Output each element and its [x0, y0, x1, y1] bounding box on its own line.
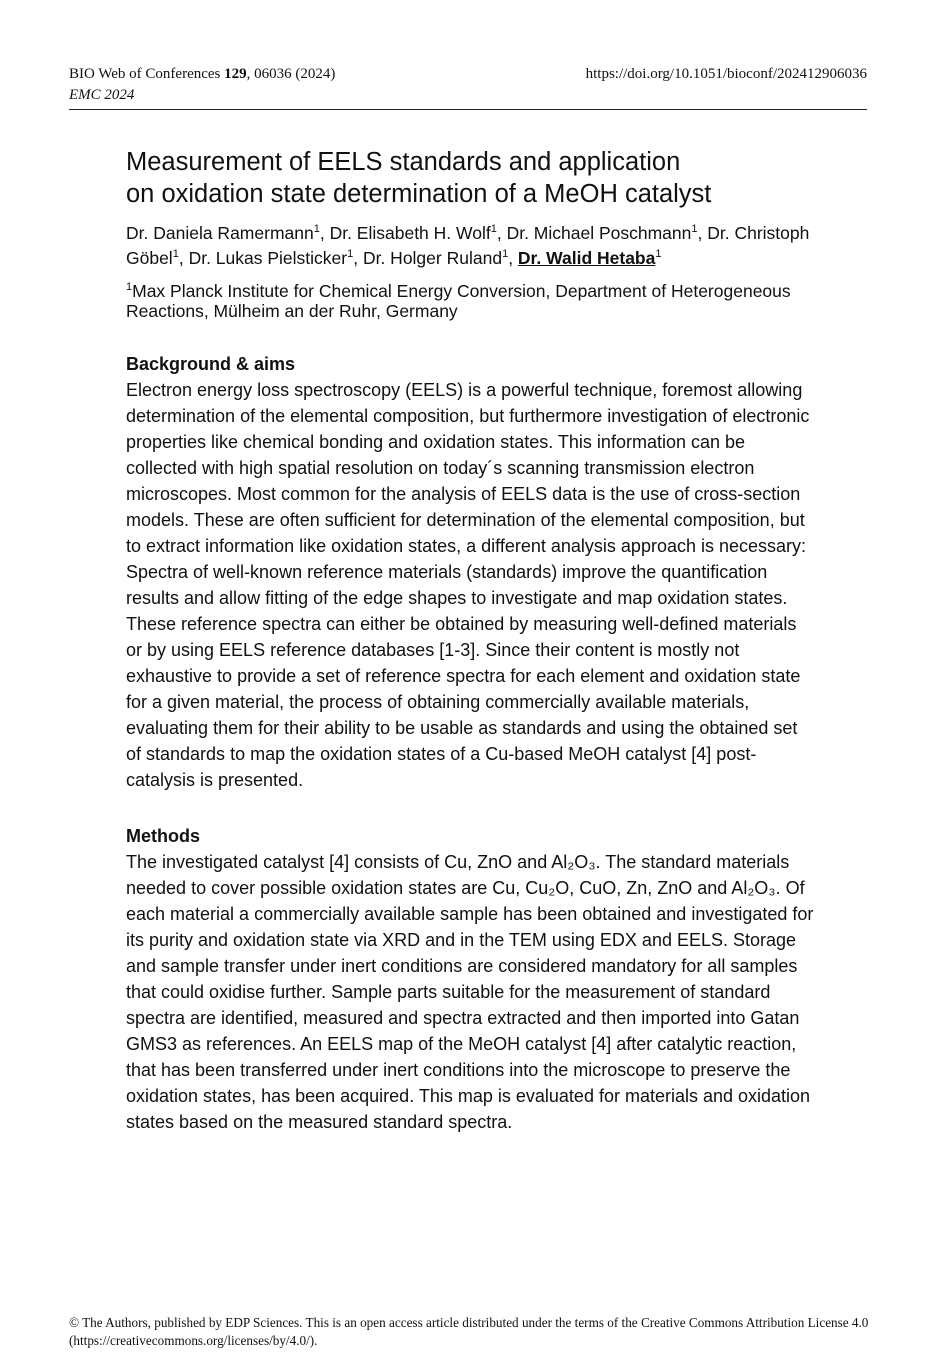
author-list	[126, 221, 816, 271]
title-line-1: Measurement of EELS standards and application	[126, 148, 681, 176]
affiliation-mark: 1	[126, 281, 133, 293]
author: Dr. Elisabeth H. Wolf$^1$,	[329, 223, 507, 243]
journal-name: BIO Web of Conferences	[69, 66, 221, 82]
article-body	[126, 146, 816, 1135]
affiliation	[126, 281, 816, 321]
author: Dr. Daniela Ramermann$^1$,	[126, 223, 330, 243]
page-header	[69, 64, 867, 110]
methods-heading: Methods	[126, 826, 200, 846]
author: Dr. Lukas Pielsticker$^1$,	[188, 248, 363, 268]
doi-link[interactable]: https://doi.org/10.1051/bioconf/202412906036	[585, 66, 867, 82]
title-line-2: on oxidation state determination of a MeOH catalyst	[126, 180, 712, 208]
presenting-author: Dr. Walid Hetaba$^1$	[517, 248, 662, 268]
author: Dr. Christoph Göbel$^1$,	[126, 223, 810, 268]
conference-name: EMC 2024	[69, 87, 135, 103]
methods-paragraph: The investigated catalyst [4] consists of Cu, ZnO and Al₂O₃. The standard materials needed to cover possible oxidation states are Cu, Cu₂O, CuO, Zn, ZnO and Al₂O₃. Of each material a commercially available sample has been obtained and investigated for its purity and oxidation state via XRD and in the TEM using EDX and EELS. Storage and sample transfer under inert conditions are considered mandatory for all samples that could oxidise further. Sample parts suitable for the measurement of standard spectra are identified, measured and spectra extracted and then imported into Gatan GMS3 as references. An EELS map of the MeOH catalyst [4] after catalytic reaction, that has been transferred under inert conditions into the microscope to preserve the oxidation states, has been acquired. This map is evaluated for materials and oxidation states based on the measured standard spectra.	[126, 852, 814, 1132]
affiliation-text: Max Planck Institute for Chemical Energy Conversion, Department of Heterogeneous Reactions, Mülheim an der Ruhr, Germany	[126, 281, 791, 321]
author: Dr. Holger Ruland$^1$,	[362, 248, 518, 268]
journal-citation	[69, 64, 335, 106]
background-paragraph: Electron energy loss spectroscopy (EELS) is a powerful technique, foremost allowing determination of the elemental composition, but furthermore investigation of electronic properties like chemical bonding and oxidation states. This information can be collected with high spatial resolution on today´s scanning transmission electron microscopes. Most common for the analysis of EELS data is the use of cross-section models. These are often sufficient for determination of the elemental composition, but to extract information like oxidation states, a different analysis approach is necessary: Spectra of well-known reference materials (standards) improve the quantification results and allow fitting of the edge shapes to investigate and map oxidation states. These reference spectra can either be obtained by measuring well-defined materials or by using EELS reference databases [1-3]. Since their content is mostly not exhaustive to provide a set of reference spectra for each element and oxidation state for a given material, the process of obtaining commercially available materials, evaluating them for their ability to be usable as standards and using the obtained set of standards to map the oxidation states of a Cu-based MeOH catalyst [4] post-catalysis is presented.	[126, 380, 810, 790]
article-title	[126, 146, 816, 210]
article-number: , 06036 (2024)	[246, 66, 336, 82]
journal-volume: 129	[224, 66, 247, 82]
background-heading: Background & aims	[126, 354, 296, 374]
license-footer: © The Authors, published by EDP Sciences. This is an open access article distributed under the terms of the Creative Commons Attribution License 4.0 (https://creativecommons.org/licenses/by/4.0/).	[69, 1315, 869, 1348]
author: Dr. Michael Poschmann$^1$,	[506, 223, 708, 243]
